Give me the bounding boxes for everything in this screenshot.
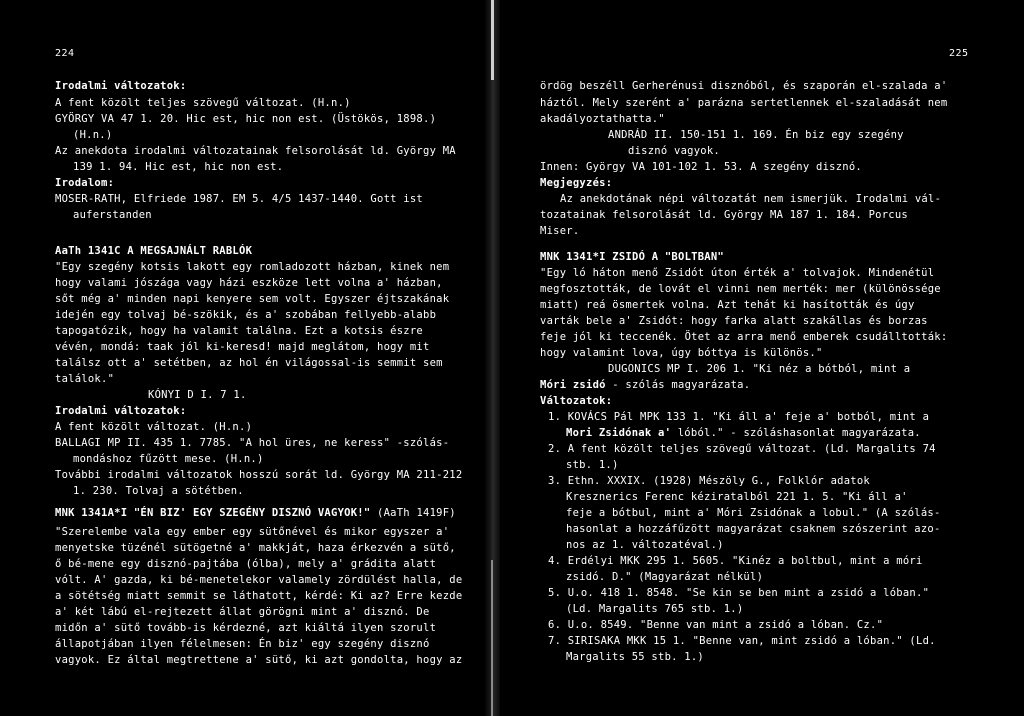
- text-line: Az anekdotának népi változatát nem ismerjük. Irodalmi vál-: [560, 193, 942, 205]
- text-line: stb. 1.): [566, 459, 619, 471]
- text-line: a' két lábú el-rejtezett állat görögni mint a' disznó. De: [55, 606, 430, 618]
- text-line: Kresznerics Ferenc kéziratalból 221 1. 5. "Ki áll a': [566, 491, 908, 503]
- left-page: [0, 0, 484, 716]
- text-line: Megjegyzés:: [540, 177, 613, 189]
- text-line: Irodalom:: [55, 177, 115, 189]
- text-line: DUGONICS MP I. 206 1. "Ki néz a bótból, mint a: [608, 363, 911, 375]
- text-line: találok.": [55, 373, 115, 385]
- text-line: auferstanden: [73, 209, 152, 221]
- text-line: A fent közölt változat. (H.n.): [55, 421, 253, 433]
- text-line: 1. 230. Tolvaj a sötétben.: [73, 485, 244, 497]
- text-line: A fent közölt teljes szövegű változat. (H.n.): [55, 97, 351, 109]
- text-line: találsz ott a' setétben, az hol én világossal-is semmit sem: [55, 357, 443, 369]
- text-line: Irodalmi változatok:: [55, 80, 187, 92]
- text-line: 2. A fent közölt teljes szövegű változat. (Ld. Margalits 74: [548, 443, 936, 455]
- text-line: 1. KOVÁCS Pál MPK 133 1. "Ki áll a' feje a' botból, mint a: [548, 411, 930, 423]
- text-line: További irodalmi változatok hosszú sorát ld. György MA 211-212: [55, 469, 463, 481]
- text-line: disznó vagyok.: [628, 145, 721, 157]
- page-number: 225: [949, 48, 969, 59]
- text-line: MOSER-RATH, Elfriede 1987. EM 5. 4/5 1437-1440. Gott ist: [55, 193, 424, 205]
- right-page: [500, 0, 1024, 716]
- text-line: "Szerelembe vala egy ember egy sütőnével és mikor egyszer a': [55, 526, 450, 538]
- text-line: (Ld. Margalits 765 stb. 1.): [566, 603, 744, 615]
- text-line-tail: (AaTh 1419F): [370, 507, 456, 519]
- text-line: ANDRÁD II. 150-151 1. 169. Én biz egy szegény: [608, 129, 904, 141]
- text-line: MNK 1341*I ZSIDÓ A "BOLTBAN": [540, 251, 725, 263]
- text-line: miatt) reá ösmertek volna. Azt tehát ki hasították és úgy: [540, 299, 915, 311]
- text-line: MNK 1341A*I "ÉN BIZ' EGY SZEGÉNY DISZNÓ VAGYOK!" (AaTh 1419F): [55, 507, 456, 519]
- text-line: zsidó. D." (Magyarázat nélkül): [566, 571, 764, 583]
- text-line: a sötétség miatt semmit se láthatott, kérdé: Ki az? Erre kezde: [55, 590, 463, 602]
- text-line: "Egy szegény kotsis lakott egy romladozott házban, kinek nem: [55, 261, 450, 273]
- text-line-tail: lóból." - szóláshasonlat magyarázata.: [671, 427, 921, 439]
- text-line: Mori Zsidónak a' lóból." - szóláshasonlat magyarázata.: [566, 427, 921, 439]
- text-line: vévén, mondá: taak jól ki-keresd! majd meglátom, hogy mit: [55, 341, 430, 353]
- text-line: tapogatózik, hogy ha valamit találna. Ezt a kotsis észre: [55, 325, 424, 337]
- text-line: midőn a' sütő tovább-is kérdezné, azt kiáltá ilyen szorult: [55, 622, 437, 634]
- text-line: hogy valami jószága vagy házi eszköze lett volna a' házban,: [55, 277, 443, 289]
- text-line: BALLAGI MP II. 435 1. 7785. "A hol üres, ne keress" -szólás-: [55, 437, 450, 449]
- text-line: 139 1. 94. Hic est, hic non est.: [73, 161, 284, 173]
- text-line: Az anekdota irodalmi változatainak felsorolását ld. György MA: [55, 145, 456, 157]
- gutter-highlight-top: [491, 0, 494, 80]
- text-line: 3. Ethn. XXXIX. (1928) Mészöly G., Folklór adatok: [548, 475, 871, 487]
- text-line: ő bé-mene egy disznó-pajtába (ólba), mely a' grádita alatt: [55, 558, 437, 570]
- text-line: varták bele a' Zsidót: hogy farka alatt szakállas és borzas: [540, 315, 928, 327]
- text-line: hogy valamint lova, úgy bóttya is különös.": [540, 347, 823, 359]
- text-line: "Egy ló háton menő Zsidót úton érték a' tolvajok. Mindenétül: [540, 267, 935, 279]
- text-line: akadályoztathatta.": [540, 113, 665, 125]
- text-line: AaTh 1341C A MEGSAJNÁLT RABLÓK: [55, 245, 253, 257]
- text-line: feje jól ki teccenék. Ötet az arra menő emberek csudálltották:: [540, 331, 948, 343]
- text-line: KÓNYI D I. 7 1.: [148, 389, 247, 401]
- text-line: (H.n.): [73, 129, 113, 141]
- text-line: háztól. Mely szerént a' parázna sertetlennek el-szaladását nem: [540, 97, 948, 109]
- text-line: feje a bótbul, mint a' Móri Zsidónak a lobul." (A szólás-: [566, 507, 941, 519]
- text-line: vólt. A' gazda, ki bé-menetelekor valamely zördülést halla, de: [55, 574, 463, 586]
- text-line: hasonlat a hozzáfűzött magyarázat csaknem szószerint azo-: [566, 523, 941, 535]
- text-line: sőt még a' minden napi kenyere sem volt. Egyszer éjtszakának: [55, 293, 450, 305]
- text-line-tail: - szólás magyarázata.: [605, 379, 751, 391]
- text-line: 6. U.o. 8549. "Benne van mint a zsidó a lóban. Cz.": [548, 619, 884, 631]
- text-line: tozatainak felsorolását ld. György MA 187 1. 184. Porcus: [540, 209, 909, 221]
- text-line: Margalits 55 stb. 1.): [566, 651, 705, 663]
- text-line: mondáshoz fűzött mese. (H.n.): [73, 453, 264, 465]
- text-line: ördög beszéll Gerherénusi disznóból, és szaporán el-szalada a': [540, 80, 948, 92]
- text-line: Irodalmi változatok:: [55, 405, 187, 417]
- gutter-highlight-bottom: [491, 560, 493, 716]
- text-line: 5. U.o. 418 1. 8548. "Se kin se ben mint a zsidó a lóban.": [548, 587, 930, 599]
- text-line: Móri zsidó - szólás magyarázata.: [540, 379, 751, 391]
- text-line: idején egy tolvaj bé-szökik, és a' szobában fellyebb-alabb: [55, 309, 437, 321]
- page-number: 224: [55, 48, 75, 59]
- text-line: állapotjában ilyen félelmesen: Én biz' egy szegény disznó: [55, 638, 430, 650]
- text-line: GYÖRGY VA 47 1. 20. Hic est, hic non est. (Üstökös, 1898.): [55, 113, 437, 125]
- text-line: Innen: György VA 101-102 1. 53. A szegény disznó.: [540, 161, 863, 173]
- text-line: 7. SIRISAKA MKK 15 1. "Benne van, mint zsidó a lóban." (Ld.: [548, 635, 936, 647]
- text-line: megfosztották, de lovát el vinni nem merték: mer (különössége: [540, 283, 941, 295]
- text-line: Miser.: [540, 225, 580, 237]
- text-line: Változatok:: [540, 395, 613, 407]
- text-line: vagyok. Ez által megtrettene a' sütő, ki azt gondolta, hogy az: [55, 654, 463, 666]
- text-line: 4. Erdélyi MKK 295 1. 5605. "Kinéz a boltbul, mint a móri: [548, 555, 923, 567]
- text-line: nos az 1. változatéval.): [566, 539, 724, 551]
- text-line: menyetske tüzénél sütögetné a' makkját, haza érkezvén a sütő,: [55, 542, 456, 554]
